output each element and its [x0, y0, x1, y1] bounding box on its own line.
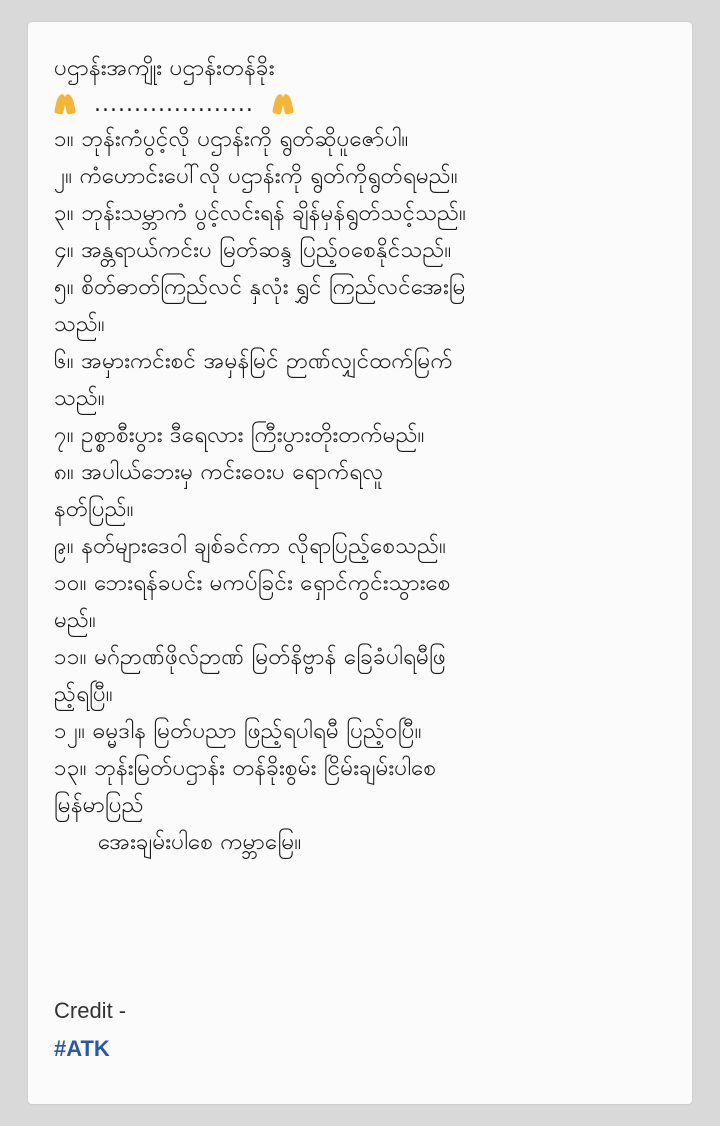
post-line: ၃။ ဘုန်းသမ္ဘာကံ ပွင့်လင်းရန် ချိန်မှန်ရွတ်သင့်သည်။	[54, 200, 467, 226]
hashtag-link[interactable]: #ATK	[54, 1036, 110, 1061]
post-line: မြန်မာပြည်	[54, 792, 144, 818]
post-line: ၉။ နတ်များဒေဝါ ချစ်ခင်ကာ လိုရာပြည့်စေသည်။	[54, 533, 447, 559]
post-line: ၁၀။ ဘေးရန်ခပင်း မကပ်ခြင်း ရှောင်ကွင်းသွားစေ	[54, 570, 451, 596]
credit-label: Credit -	[54, 998, 127, 1023]
post-line: ၁၁။ မဂ်ဉာဏ်ဖိုလ်ဉာဏ် မြတ်နိဗ္ဗာန် ခြေခံပါရမီဖြ	[54, 644, 446, 670]
post-line: ၆။ အမှားကင်းစင် အမှန်မြင် ဉာဏ်လျှင်ထက်မြက်	[54, 348, 453, 374]
post-line: ၂။ ကံဟောင်းပေါ်လို ပဌာန်းကို ရွတ်ကိုရွတ်ရမည်။	[54, 163, 458, 189]
post-line: ၈။ အပါယ်ဘေးမှ ကင်းဝေးပ ရောက်ရလူ	[54, 459, 384, 485]
post-line: ၁၃။ ဘုန်းမြတ်ပဌာန်း တန်ခိုးစွမ်း ငြိမ်းချမ်းပါစေ	[54, 755, 437, 781]
post-line: ၁၂။ ဓမ္မဒါန မြတ်ပညာ ဖြည့်ရပါရမီ ပြည့်ဝပြီ။	[54, 718, 422, 744]
closing-line: အေးချမ်းပါစေ ကမ္ဘာမြေ။	[98, 829, 302, 855]
post-title: ပဌာန်းအကျိုး ပဌာန်းတန်ခိုး	[54, 55, 275, 81]
post-line: ၄။ အန္တရာယ်ကင်းပ မြတ်ဆန္ဒ ပြည့်ဝစေနိုင်သည်။	[54, 237, 452, 263]
post-body	[54, 50, 672, 861]
post-line: ၁။ ဘုန်းကံပွင့်လို ပဌာန်းကို ရွတ်ဆိုပူဇော်ပါ။	[54, 126, 409, 152]
post-footer	[54, 992, 126, 1068]
folded-hands-icon	[272, 93, 294, 115]
post-line: သည်။	[54, 311, 105, 337]
post-line: မည်။	[54, 607, 97, 633]
post-line: နတ်ပြည်။	[54, 496, 134, 522]
post-card	[28, 22, 692, 1104]
post-line: ၇။ ဥစ္စာစီးပွား ဒီရေလား ကြီးပွားတိုးတက်မည်။	[54, 422, 425, 448]
folded-hands-icon	[54, 93, 76, 115]
post-line: ၅။ စိတ်ဓာတ်ကြည်လင် နှလုံး ရွှင် ကြည်လင်အေးမြ	[54, 274, 466, 300]
separator-dots: ....................	[94, 91, 254, 117]
post-line: ည့်ရပြီ။	[54, 681, 113, 707]
post-line: သည်။	[54, 385, 105, 411]
separator-row	[54, 87, 672, 121]
